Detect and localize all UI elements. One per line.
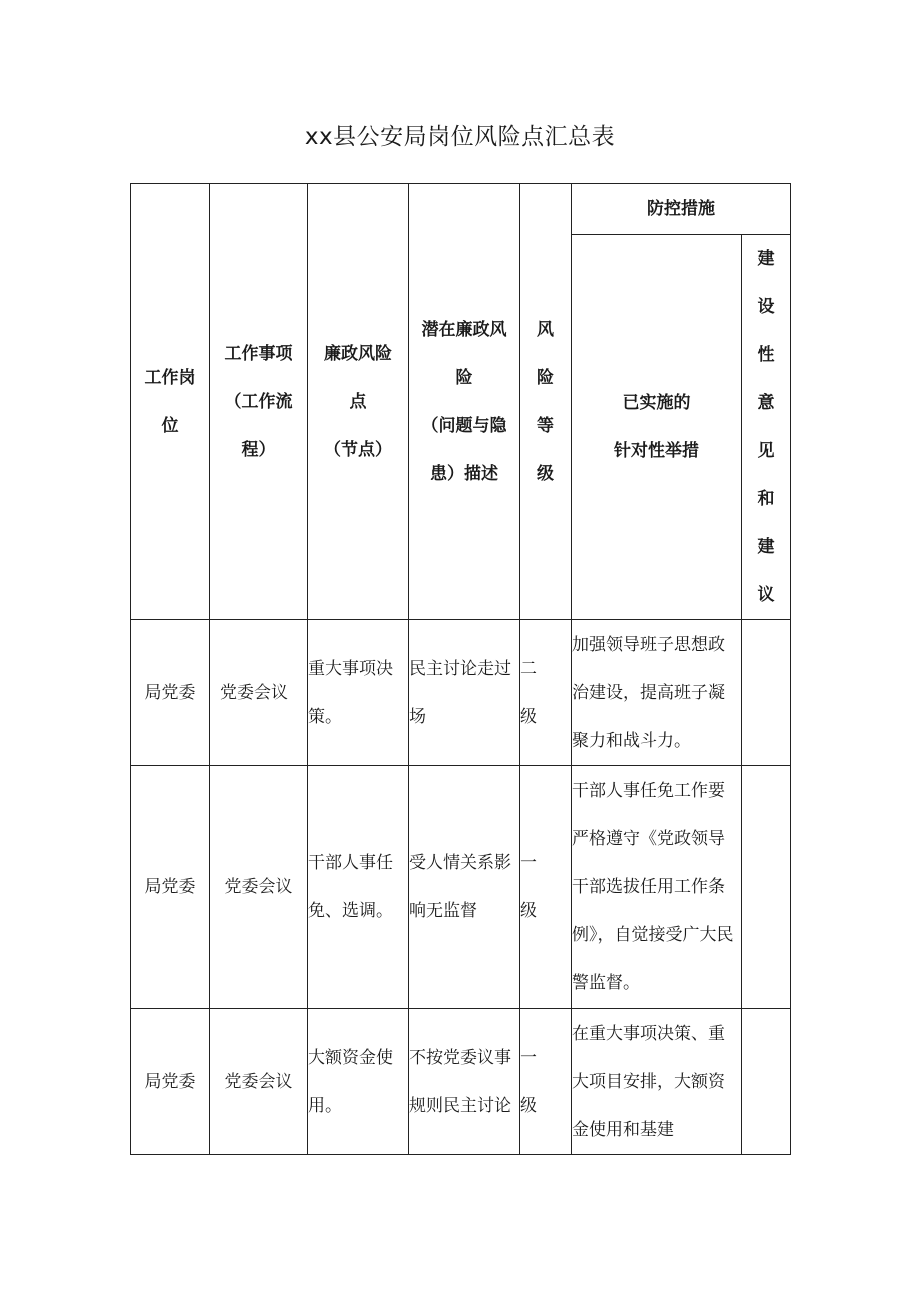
header-job: 工作岗 位 [131,184,210,620]
cell-risk-level: 一级 [520,766,572,1009]
cell-item: 党委会议 [210,620,308,766]
page-title: xx县公安局岗位风险点汇总表 [304,124,616,150]
cell-suggestion [742,1009,791,1155]
cell-risk-point: 大额资金使用。 [308,1009,409,1155]
cell-measure: 干部人事任免工作要严格遵守《党政领导干部选拔任用工作条例》，自觉接受广大民警监督。 [572,766,742,1009]
cell-suggestion [742,766,791,1009]
cell-potential-risk: 民主讨论走过场 [409,620,520,766]
cell-potential-risk: 不按党委议事规则民主讨论 [409,1009,520,1155]
risk-summary-table [130,183,791,1155]
cell-risk-level: 二级 [520,620,572,766]
cell-job: 局党委 [131,1009,210,1155]
cell-suggestion [742,620,791,766]
header-row-1 [131,184,791,235]
cell-measure: 加强领导班子思想政治建设，提高班子凝聚力和战斗力。 [572,620,742,766]
cell-potential-risk: 受人情关系影响无监督 [409,766,520,1009]
header-control-measures: 防控措施 [572,184,791,235]
table-row [131,1009,791,1155]
table-row [131,766,791,1009]
cell-job: 局党委 [131,620,210,766]
header-implemented-measures: 已实施的 针对性举措 [572,235,742,620]
cell-item: 党委会议 [210,1009,308,1155]
cell-risk-level: 一级 [520,1009,572,1155]
cell-item: 党委会议 [210,766,308,1009]
header-risk-point: 廉政风险 点 （节点） [308,184,409,620]
cell-measure: 在重大事项决策、重大项目安排，大额资金使用和基建 [572,1009,742,1155]
cell-job: 局党委 [131,766,210,1009]
header-suggestions: 建设性意见和建议 [742,235,791,620]
table-row [131,620,791,766]
cell-risk-point: 重大事项决策。 [308,620,409,766]
header-item: 工作事项 （工作流 程） [210,184,308,620]
cell-risk-point: 干部人事任免、选调。 [308,766,409,1009]
header-potential-risk: 潜在廉政风 险 （问题与隐 患）描述 [409,184,520,620]
header-risk-level: 风险等级 [520,184,572,620]
